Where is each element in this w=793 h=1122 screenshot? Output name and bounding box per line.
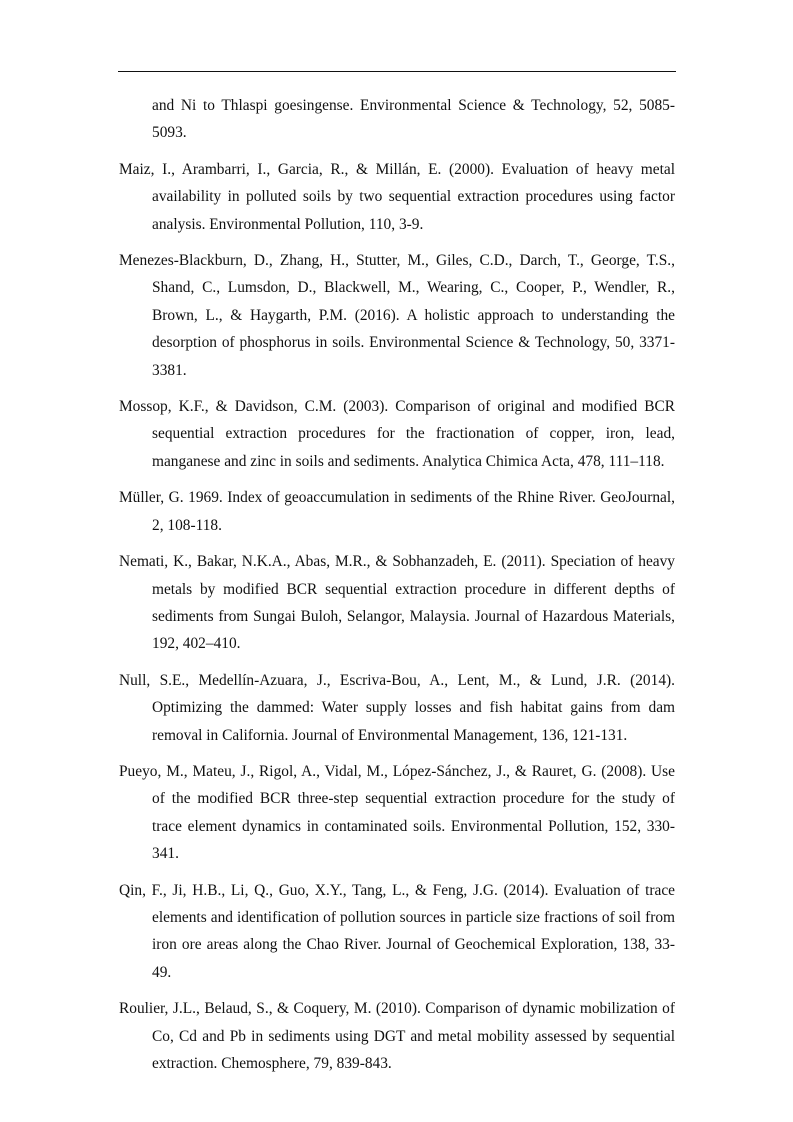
reference-entry: and Ni to Thlaspi goesingense. Environmental Science & Technology, 52, 5085-5093.: [152, 97, 675, 142]
reference-entry: Qin, F., Ji, H.B., Li, Q., Guo, X.Y., Tang, L., & Feng, J.G. (2014). Evaluation of trace elements and identification of pollution sources in particle size fractions of soil from iron ore areas along the Chao River. Journal of Geochemical Exploration, 138, 33-49.: [119, 881, 675, 981]
reference-entry: Null, S.E., Medellín-Azuara, J., Escriva-Bou, A., Lent, M., & Lund, J.R. (2014). Optimizing the dammed: Water supply losses and fish habitat gains from dam removal in California. Journal of Environmental Management, 136, 121-131.: [119, 671, 675, 744]
reference-entry: Mossop, K.F., & Davidson, C.M. (2003). Comparison of original and modified BCR sequential extraction procedures for the fractionation of copper, iron, lead, manganese and zinc in soils and sediments. Analytica Chimica Acta, 478, 111–118.: [119, 398, 675, 470]
reference-list: [119, 92, 675, 1086]
reference-entry: Menezes-Blackburn, D., Zhang, H., Stutter, M., Giles, C.D., Darch, T., George, T.S., Shand, C., Lumsdon, D., Blackwell, M., Wearing, C., Cooper, P., Wendler, R., Brown, L., & Haygarth, P.M. (2016). A holistic approach to understanding the desorption of phosphorus in soils. Environmental Science & Technology, 50, 3371-3381.: [119, 252, 675, 379]
reference-entry: Nemati, K., Bakar, N.K.A., Abas, M.R., & Sobhanzadeh, E. (2011). Speciation of heavy metals by modified BCR sequential extraction procedure in different depths of sediments from Sungai Buloh, Selangor, Malaysia. Journal of Hazardous Materials, 192, 402–410.: [119, 553, 675, 653]
reference-entry: Pueyo, M., Mateu, J., Rigol, A., Vidal, M., López-Sánchez, J., & Rauret, G. (2008). Use of the modified BCR three-step sequential extraction procedure for the study of trace element dynamics in contaminated soils. Environmental Pollution, 152, 330-341.: [119, 762, 675, 863]
reference-entry: Maiz, I., Arambarri, I., Garcia, R., & Millán, E. (2000). Evaluation of heavy metal availability in polluted soils by two sequential extraction procedures using factor analysis. Environmental Pollution, 110, 3-9.: [119, 160, 675, 233]
reference-entry: Roulier, J.L., Belaud, S., & Coquery, M. (2010). Comparison of dynamic mobilization of Co, Cd and Pb in sediments using DGT and metal mobility assessed by sequential extraction. Chemosphere, 79, 839-843.: [119, 1000, 675, 1072]
header-rule: [118, 71, 676, 72]
reference-entry: Müller, G. 1969. Index of geoaccumulation in sediments of the Rhine River. GeoJournal, 2, 108-118.: [119, 489, 675, 534]
